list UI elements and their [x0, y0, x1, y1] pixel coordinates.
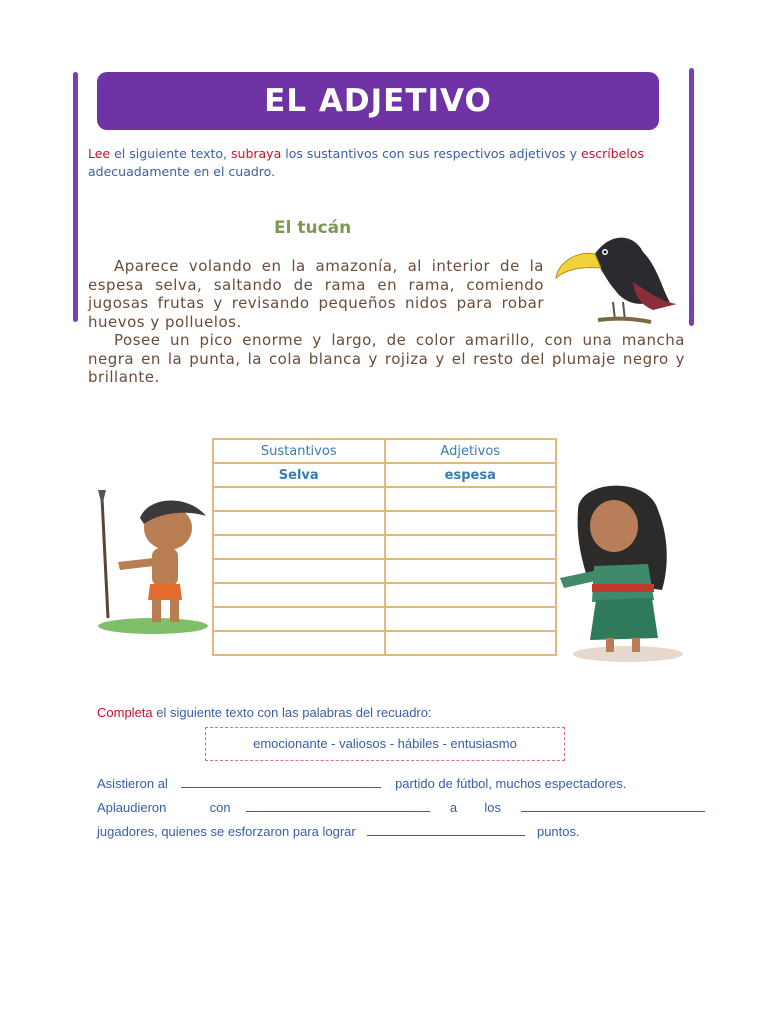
right-accent-bar — [689, 68, 694, 326]
table-cell[interactable] — [385, 631, 557, 655]
fill-blank[interactable] — [367, 823, 525, 836]
fill-text: Aplaudieron — [97, 800, 167, 815]
page-title: EL ADJETIVO — [97, 72, 659, 130]
fill-text: los — [484, 800, 501, 815]
instruction-text: adecuadamente en el cuadro. — [88, 164, 276, 179]
exercise-instruction-text: el siguiente texto con las palabras del recuadro: — [152, 705, 432, 720]
table-cell[interactable] — [213, 511, 385, 535]
fill-blank[interactable] — [246, 799, 430, 812]
table-cell[interactable] — [385, 487, 557, 511]
table-cell[interactable] — [385, 511, 557, 535]
table-header-adjetivos: Adjetivos — [385, 439, 557, 463]
story-title: El tucán — [274, 218, 352, 238]
instruction-text: los sustantivos con sus respectivos adjetivos y — [281, 146, 582, 161]
table-cell[interactable] — [213, 583, 385, 607]
table-row — [213, 463, 556, 487]
table-cell: espesa — [385, 463, 557, 487]
story-paragraph-1: Aparece volando en la amazonía, al interior de la espesa selva, saltando de rama en rama, comiendo jugosas frutas y revisando pequeños nidos para robar huevos y polluelos. — [88, 257, 544, 331]
table-cell[interactable] — [213, 607, 385, 631]
instruction-word-subraya: subraya — [231, 146, 282, 161]
girl-illustration — [558, 480, 686, 664]
table-cell[interactable] — [213, 487, 385, 511]
fill-text: Asistieron al — [97, 776, 168, 791]
table-cell[interactable] — [213, 631, 385, 655]
instruction-word-lee: Lee — [88, 146, 111, 161]
table-row — [213, 511, 556, 535]
fill-text: partido de fútbol, muchos espectadores. — [395, 776, 627, 791]
exercise-word-completa: Completa — [97, 705, 153, 720]
toucan-illustration — [553, 222, 683, 334]
table-cell: Selva — [213, 463, 385, 487]
fill-blank[interactable] — [181, 775, 381, 788]
fill-line-2 — [97, 799, 705, 815]
table-cell[interactable] — [213, 559, 385, 583]
fill-text: a — [449, 800, 458, 815]
instructions — [88, 145, 698, 181]
fill-line-1 — [97, 775, 626, 791]
word-bank: emocionante - valiosos - hábiles - entusiasmo — [205, 727, 565, 761]
table-cell[interactable] — [385, 559, 557, 583]
fill-text: puntos. — [536, 824, 580, 839]
table-row — [213, 535, 556, 559]
table-header-sustantivos: Sustantivos — [213, 439, 385, 463]
table-cell[interactable] — [385, 583, 557, 607]
boy-illustration — [88, 488, 213, 636]
table-row — [213, 631, 556, 655]
instruction-text: el siguiente texto, — [110, 146, 232, 161]
left-accent-bar — [73, 72, 78, 322]
table-cell[interactable] — [385, 607, 557, 631]
table-row — [213, 607, 556, 631]
fill-text: con — [209, 800, 231, 815]
table-cell[interactable] — [213, 535, 385, 559]
exercise-instruction — [97, 705, 432, 720]
table-row — [213, 559, 556, 583]
noun-adjective-table — [212, 438, 557, 656]
instruction-word-escribelos: escríbelos — [581, 146, 644, 161]
table-row — [213, 583, 556, 607]
fill-line-3 — [97, 823, 580, 839]
fill-text: jugadores, quienes se esforzaron para lograr — [97, 824, 356, 839]
table-cell[interactable] — [385, 535, 557, 559]
fill-blank[interactable] — [521, 799, 705, 812]
table-row — [213, 487, 556, 511]
story-paragraph-2: Posee un pico enorme y largo, de color amarillo, con una mancha negra en la punta, la cola blanca y rojiza y el resto del plumaje negro y brillante. — [88, 331, 685, 386]
